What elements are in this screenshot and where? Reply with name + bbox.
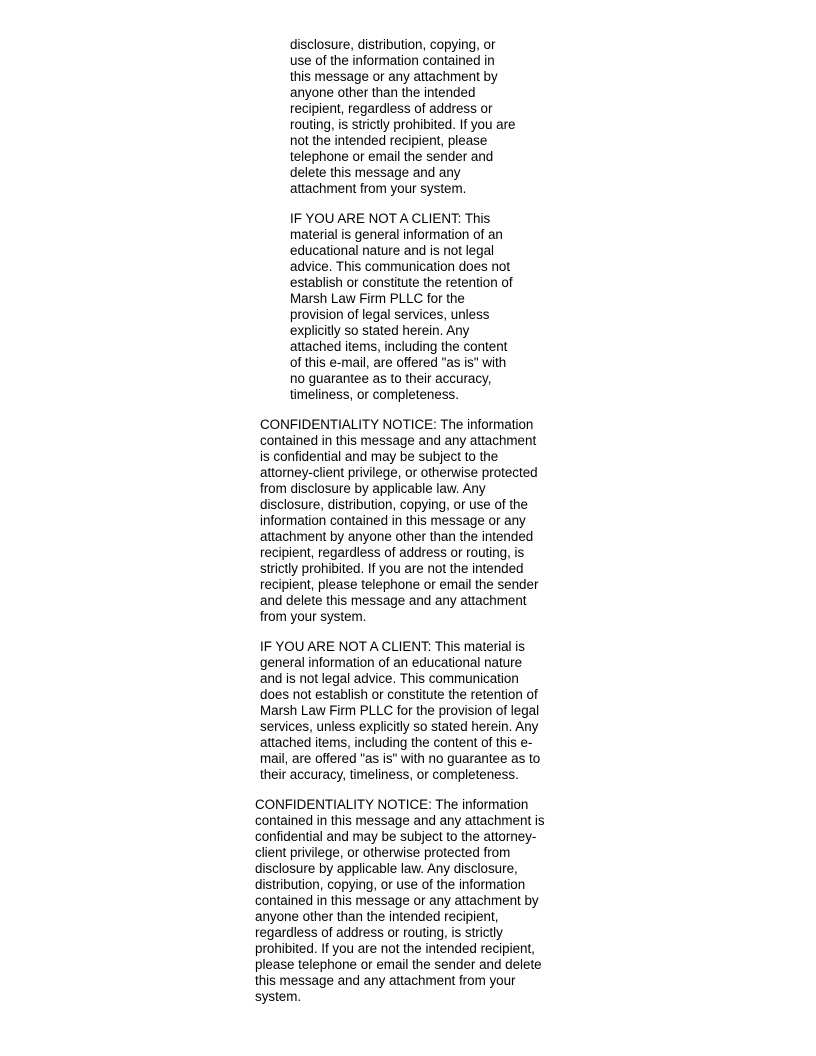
text-line: recipient, regardless of address or (290, 101, 493, 116)
text-line: routing, is strictly prohibited. If you are (290, 117, 516, 132)
text-line: general information of an educational nature (260, 655, 523, 670)
inner-quoted-disclaimer (290, 37, 516, 403)
outer-confidentiality-notice (255, 797, 545, 1005)
text-line: this message and any attachment from your (255, 973, 516, 988)
text-line: client privilege, or otherwise protected from (255, 845, 511, 860)
text-line: anyone other than the intended (290, 85, 476, 100)
middle-client-notice (260, 639, 540, 783)
text-line: explicitly so stated herein. Any (290, 323, 470, 338)
text-line: attorney-client privilege, or otherwise protected (260, 465, 538, 480)
text-line: attached items, including the content of this e- (260, 735, 533, 750)
outer-disclaimer (255, 797, 545, 1005)
text-line: educational nature and is not legal (290, 243, 494, 258)
middle-quoted-disclaimer (260, 417, 540, 783)
text-line: information contained in this message or any (260, 513, 526, 528)
text-line: prohibited. If you are not the intended recipient, (255, 941, 535, 956)
text-line: is confidential and may be subject to the (260, 449, 499, 464)
text-line: anyone other than the intended recipient, (255, 909, 499, 924)
text-line: disclosure, distribution, copying, or use of the (260, 497, 528, 512)
text-line: of this e-mail, are offered "as is" with (290, 355, 507, 370)
text-line: mail, are offered "as is" with no guarantee as to (260, 751, 541, 766)
text-line: from disclosure by applicable law. Any (260, 481, 486, 496)
text-line: contained in this message and any attachment (260, 433, 537, 448)
text-line: IF YOU ARE NOT A CLIENT: This (290, 211, 491, 226)
text-line: Marsh Law Firm PLLC for the (290, 291, 465, 306)
middle-confidentiality-notice (260, 417, 540, 625)
text-line: material is general information of an (290, 227, 503, 242)
text-line: not the intended recipient, please (290, 133, 488, 148)
text-line: distribution, copying, or use of the information (255, 877, 526, 892)
inner-confidentiality-notice (290, 37, 516, 197)
text-line: recipient, regardless of address or routing, is (260, 545, 525, 560)
text-line: and is not legal advice. This communication (260, 671, 519, 686)
text-line: delete this message and any (290, 165, 461, 180)
text-line: CONFIDENTIALITY NOTICE: The information (255, 797, 529, 812)
text-line: contained in this message and any attachment is (255, 813, 545, 828)
text-line: IF YOU ARE NOT A CLIENT: This material is (260, 639, 525, 654)
text-line: disclosure by applicable law. Any disclosure, (255, 861, 518, 876)
text-line: system. (255, 989, 302, 1004)
text-line: telephone or email the sender and (290, 149, 494, 164)
text-line: and delete this message and any attachment (260, 593, 527, 608)
text-line: from your system. (260, 609, 367, 624)
text-line: does not establish or constitute the retention of (260, 687, 538, 702)
text-line: timeliness, or completeness. (290, 387, 459, 402)
text-line: CONFIDENTIALITY NOTICE: The information (260, 417, 534, 432)
text-line: use of the information contained in (290, 53, 495, 68)
text-line: Marsh Law Firm PLLC for the provision of legal (260, 703, 540, 718)
text-line: attachment by anyone other than the intended (260, 529, 534, 544)
text-line: no guarantee as to their accuracy, (290, 371, 492, 386)
text-line: attachment from your system. (290, 181, 467, 196)
text-line: their accuracy, timeliness, or completeness. (260, 767, 519, 782)
text-line: strictly prohibited. If you are not the intended (260, 561, 524, 576)
text-line: attached items, including the content (290, 339, 508, 354)
text-line: please telephone or email the sender and delete (255, 957, 542, 972)
text-line: regardless of address or routing, is strictly (255, 925, 503, 940)
text-line: provision of legal services, unless (290, 307, 490, 322)
text-line: this message or any attachment by (290, 69, 498, 84)
text-line: establish or constitute the retention of (290, 275, 513, 290)
inner-client-notice (290, 211, 516, 403)
text-line: disclosure, distribution, copying, or (290, 37, 496, 52)
text-line: recipient, please telephone or email the sender (260, 577, 539, 592)
text-line: contained in this message or any attachment by (255, 893, 539, 908)
text-line: confidential and may be subject to the attorney- (255, 829, 537, 844)
text-line: services, unless explicitly so stated herein. Any (260, 719, 539, 734)
text-line: advice. This communication does not (290, 259, 511, 274)
